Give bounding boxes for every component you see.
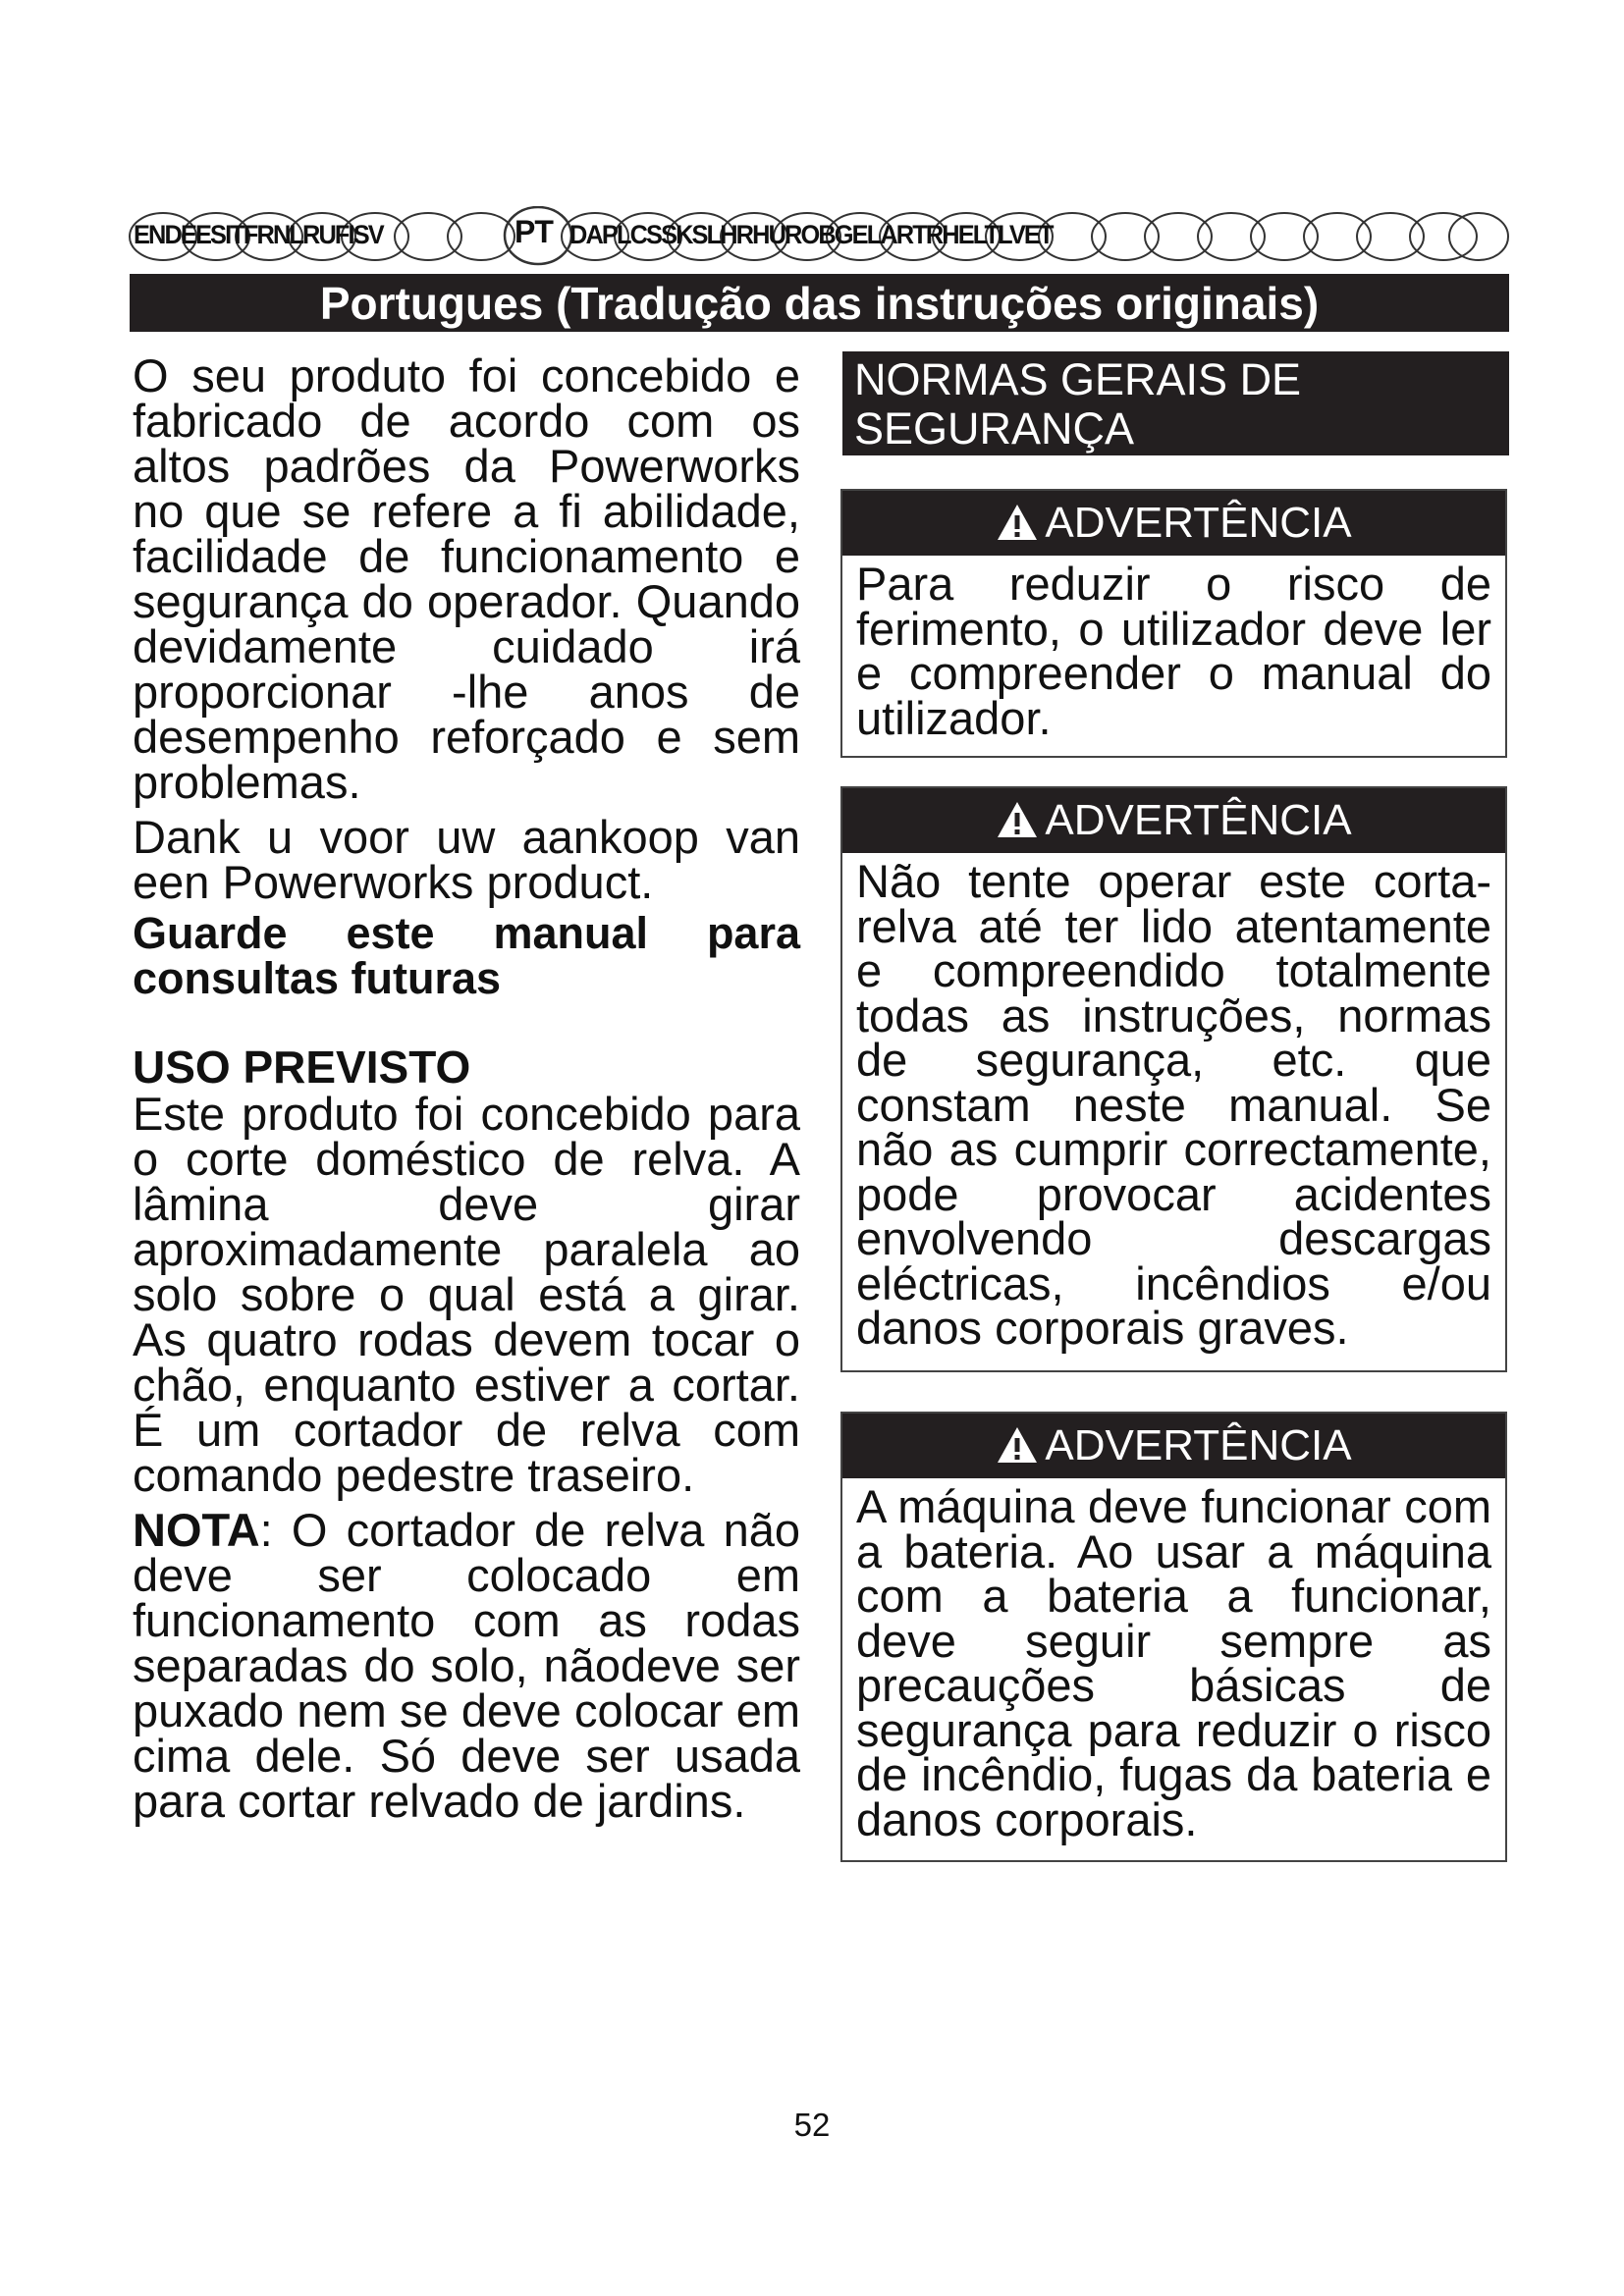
- page-title: Portugues (Tradução das instruções originais): [130, 274, 1509, 332]
- warning-label: ADVERTÊNCIA: [1045, 796, 1352, 844]
- left-column: [133, 349, 800, 1827]
- warning-box-1: [840, 489, 1507, 758]
- language-tab-strip: [128, 206, 1512, 267]
- warning-triangle-icon: [996, 800, 1039, 839]
- note-text: : O cortador de relva não deve ser colocado em funcionamento com as rodas separadas do solo, nãodeve ser puxado nem se deve colocar em cima dele. Só deve ser usada para cortar relvado de jardins.: [133, 1504, 800, 1827]
- thanks-paragraph: Dank u voor uw aankoop van een Powerworks product.: [133, 811, 800, 908]
- warning-text: A máquina deve funcionar com a bateria. Ao usar a máquina com a bateria a funcionar, deve seguir sempre as precauções básicas de segurança para reduzir o risco de incêndio, fugas da bateria e danos corporais.: [856, 1480, 1491, 1845]
- page-number: 52: [793, 2107, 831, 2143]
- note-paragraph: [133, 1504, 800, 1827]
- warning-triangle-icon: [996, 1425, 1039, 1465]
- warning-label: ADVERTÊNCIA: [1045, 499, 1352, 547]
- language-codes-after: DAPLCSSKSLHRHUROBGELARTRHELTLVET: [569, 220, 1053, 249]
- safety-rules-heading: NORMAS GERAIS DE SEGURANÇA: [842, 351, 1509, 455]
- warning-text: Não tente operar este corta-relva até ter lido atentamente e compreendido totalmente todas as instruções, normas de segurança, etc. que constam neste manual. Se não as cumprir correctamente, pode provocar acidentes envolvendo descargas eléctricas, incêndios e/ou danos corporais graves.: [856, 855, 1491, 1354]
- warning-text: Para reduzir o risco de ferimento, o utilizador deve ler e compreender o manual do utilizador.: [856, 558, 1491, 744]
- language-codes-before: ENDEESITFRNLRUFISV: [134, 220, 383, 249]
- warning-box-3: [840, 1412, 1507, 1862]
- warning-triangle-icon: [996, 503, 1039, 542]
- language-tab-active: PT: [514, 214, 553, 249]
- warning-header: [842, 491, 1505, 556]
- warning-header: [842, 788, 1505, 853]
- warning-header: [842, 1414, 1505, 1478]
- note-label: NOTA: [133, 1504, 260, 1556]
- intended-use-heading: USO PREVISTO: [133, 1041, 471, 1093]
- warning-label: ADVERTÊNCIA: [1045, 1421, 1352, 1469]
- intro-paragraph: O seu produto foi concebido e fabricado de acordo com os altos padrões da Powerworks no que se refere a fi abilidade, facilidade de funcionamento e segurança do operador. Quando devidamente cuidado irá proporcionar -lhe anos de desempenho reforçado e sem problemas.: [133, 349, 800, 808]
- warning-box-2: [840, 786, 1507, 1372]
- intended-use-paragraph: Este produto foi concebido para o corte doméstico de relva. A lâmina deve girar aproximadamente paralela ao solo sobre o qual está a girar. As quatro rodas devem tocar o chão, enquanto estiver a cortar. É um cortador de relva com comando pedestre traseiro.: [133, 1088, 800, 1501]
- keep-manual-note: Guarde este manual para consultas futuras: [133, 908, 800, 1003]
